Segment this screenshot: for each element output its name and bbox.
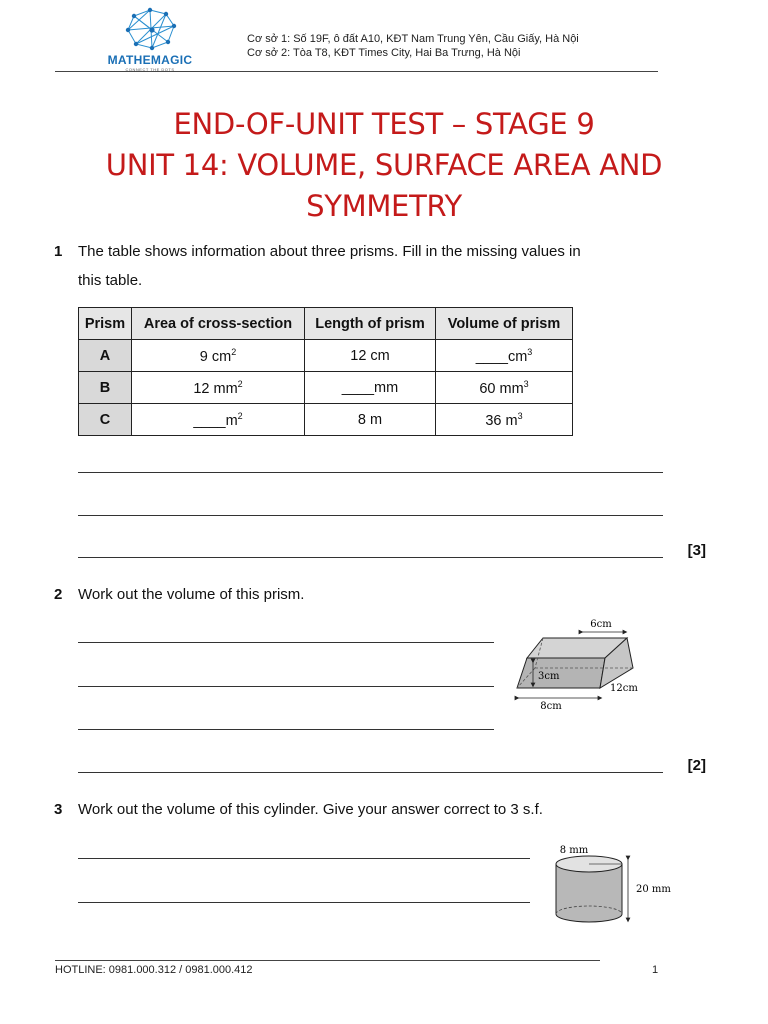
prism-table bbox=[78, 307, 573, 436]
footer-hotline: HOTLINE: 0981.000.312 / 0981.000.412 bbox=[55, 964, 253, 976]
trapezoidal-prism-figure bbox=[505, 612, 655, 712]
header-divider bbox=[55, 71, 658, 72]
logo-text: MATHEMAGIC bbox=[107, 53, 193, 67]
area-cell: 9 $cm^2$ bbox=[132, 340, 305, 372]
prism-length-label: 12cm bbox=[610, 683, 638, 694]
question-1-number: 1 bbox=[54, 243, 63, 260]
prism-name-cell: C bbox=[79, 404, 132, 436]
volume-cell: 36 $m^3$ bbox=[436, 404, 573, 436]
area-cell: 12 $mm^2$ bbox=[132, 372, 305, 404]
volume-answer-cell[interactable]: $\_\_\_\_cm^3$ bbox=[436, 340, 573, 372]
answer-line[interactable] bbox=[78, 515, 663, 516]
table-row bbox=[79, 372, 573, 404]
title-line-3: SYMMETRY bbox=[306, 189, 462, 223]
cylinder-height-label: 20 mm bbox=[636, 884, 671, 895]
logo-network-icon bbox=[100, 6, 200, 54]
cylinder-figure bbox=[548, 838, 688, 928]
question-1-text-cont: this table. bbox=[78, 272, 143, 289]
answer-line[interactable] bbox=[78, 858, 530, 859]
prism-height-label: 3cm bbox=[538, 671, 560, 682]
logo-tagline: CONNECT THE DOTS bbox=[125, 67, 175, 72]
area-answer-cell[interactable]: $\_\_\_\_m^2$ bbox=[132, 404, 305, 436]
answer-line[interactable] bbox=[78, 772, 663, 773]
table-header-cell: Prism bbox=[79, 308, 132, 340]
question-1-text: The table shows information about three prisms. Fill in the missing values in bbox=[78, 243, 581, 260]
prism-bottom-label: 8cm bbox=[540, 701, 562, 712]
answer-line[interactable] bbox=[78, 729, 494, 730]
question-3-number: 3 bbox=[54, 801, 63, 818]
prism-top-label: 6cm bbox=[590, 619, 612, 630]
address-line-1: Cơ sở 1: Số 19F, ô đất A10, KĐT Nam Trung Yên, Cầu Giấy, Hà Nội bbox=[247, 33, 579, 45]
prism-name-cell: B bbox=[79, 372, 132, 404]
answer-line[interactable] bbox=[78, 686, 494, 687]
page-number: 1 bbox=[652, 964, 659, 976]
table-row bbox=[79, 340, 573, 372]
mathemagic-logo bbox=[100, 6, 200, 70]
question-2-text: Work out the volume of this prism. bbox=[78, 586, 305, 603]
answer-line[interactable] bbox=[78, 642, 494, 643]
table-header-row bbox=[79, 308, 573, 340]
address-line-2: Cơ sở 2: Tòa T8, KĐT Times City, Hai Ba Trưng, Hà Nội bbox=[247, 47, 521, 59]
question-2-marks: [2] bbox=[687, 757, 706, 774]
table-header-cell: Length of prism bbox=[305, 308, 436, 340]
table-header-cell: Area of cross-section bbox=[132, 308, 305, 340]
cylinder-diameter-label: 8 mm bbox=[559, 845, 589, 856]
question-1-marks: [3] bbox=[687, 542, 706, 559]
question-3-text: Work out the volume of this cylinder. Give your answer correct to 3 s.f. bbox=[78, 801, 543, 818]
length-cell: 8 m bbox=[305, 404, 436, 436]
length-cell: 12 cm bbox=[305, 340, 436, 372]
footer-divider bbox=[55, 960, 600, 961]
table-row bbox=[79, 404, 573, 436]
question-2-number: 2 bbox=[54, 586, 63, 603]
answer-line[interactable] bbox=[78, 557, 663, 558]
prism-name-cell: A bbox=[79, 340, 132, 372]
length-answer-cell[interactable]: ____mm bbox=[305, 372, 436, 404]
answer-line[interactable] bbox=[78, 902, 530, 903]
answer-line[interactable] bbox=[78, 472, 663, 473]
table-header-cell: Volume of prism bbox=[436, 308, 573, 340]
volume-cell: 60 $mm^3$ bbox=[436, 372, 573, 404]
title-line-1: END-OF-UNIT TEST – STAGE 9 bbox=[173, 107, 595, 141]
title-line-2: UNIT 14: VOLUME, SURFACE AREA AND bbox=[105, 148, 663, 182]
